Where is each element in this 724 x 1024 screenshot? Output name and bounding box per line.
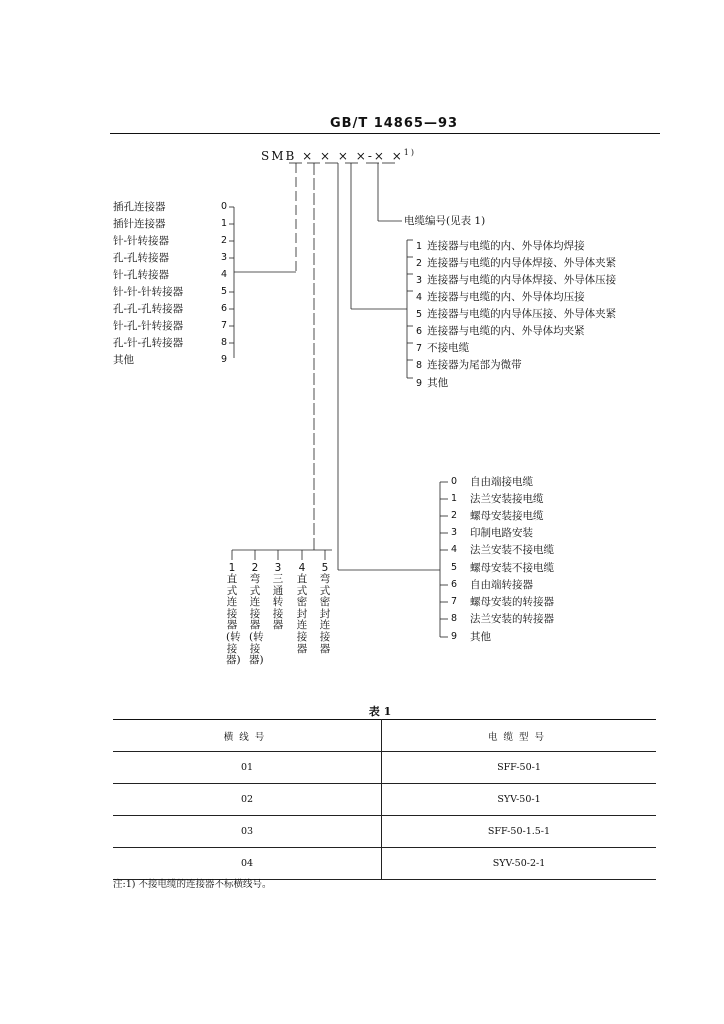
termination-option-num: 1 (416, 241, 423, 252)
mounting-option-label: 螺母安装接电缆 (470, 510, 544, 522)
termination-option-num: 8 (416, 360, 423, 371)
model-pattern: × × × ×-× × (302, 149, 404, 163)
left-option-label: 插针连接器 (113, 218, 166, 230)
structure-option-label: 直式连接器(转接器) (226, 573, 241, 667)
cable-code-label: 电缆编号(见表 1) (404, 215, 486, 227)
termination-option-label: 连接器与电缆的内导体压接、外导体夹紧 (427, 308, 617, 320)
standard-code: GB/T 14865—93 (330, 116, 459, 131)
termination-option-num: 5 (416, 309, 423, 320)
table-row (113, 752, 656, 784)
table-header-cell: 横线号 (113, 720, 382, 752)
left-option-num: 2 (221, 235, 228, 246)
mounting-option-num: 5 (451, 562, 458, 573)
left-option-num: 7 (221, 320, 228, 331)
mounting-option-label: 螺母安装不接电缆 (470, 562, 554, 574)
termination-option-num: 6 (416, 326, 423, 337)
structure-option-num: 2 (251, 562, 259, 574)
cable-code-table (113, 719, 656, 880)
left-option-num: 3 (221, 252, 228, 263)
mounting-option-label: 法兰安装接电缆 (470, 493, 544, 505)
termination-option-num: 2 (416, 258, 423, 269)
mounting-option-label: 印制电路安装 (470, 527, 533, 539)
table-cell: SFF-50-1.5-1 (487, 826, 551, 837)
left-option-num: 5 (221, 286, 228, 297)
model-prefix: SMB (261, 149, 297, 163)
termination-option-label: 连接器为尾部为微带 (427, 359, 522, 371)
termination-option-label: 不接电缆 (427, 342, 470, 354)
table-row (113, 784, 656, 816)
model-note-mark: 1) (403, 148, 417, 157)
left-option-label: 孔-孔-孔转接器 (113, 303, 184, 315)
mounting-option-label: 自由端转接器 (470, 579, 533, 591)
table-cell: 01 (113, 752, 382, 784)
termination-option-label: 连接器与电缆的内导体焊接、外导体压接 (427, 274, 617, 286)
termination-option (416, 371, 448, 390)
termination-option-num: 3 (416, 275, 423, 286)
table-row (113, 816, 656, 848)
mounting-option-num: 4 (451, 544, 458, 555)
termination-option-label: 连接器与电缆的内导体焊接、外导体夹紧 (427, 257, 617, 269)
mounting-option-num: 7 (451, 596, 458, 607)
table-cell: SFF-50-1 (497, 762, 541, 773)
mounting-option-num: 0 (451, 476, 458, 487)
table-cell: SYV-50-2-1 (492, 858, 546, 869)
table-cell: 03 (113, 816, 382, 848)
termination-option-num: 9 (416, 378, 423, 389)
left-option-label: 针-孔转接器 (113, 269, 170, 281)
left-option-label: 插孔连接器 (113, 201, 166, 213)
structure-option-label: 弯式密封连接器 (319, 573, 331, 655)
table-header-cell: 电缆型号 (487, 731, 550, 743)
mounting-option-label: 自由端接电缆 (470, 476, 533, 488)
termination-option-label: 连接器与电缆的内、外导体均压接 (427, 291, 585, 303)
mounting-option-num: 2 (451, 510, 458, 521)
table-header-row (113, 720, 656, 752)
table-cell: 04 (113, 848, 382, 880)
termination-option-num: 4 (416, 292, 423, 303)
table-cell: 02 (113, 784, 382, 816)
left-option-num: 4 (221, 269, 228, 280)
left-option-label: 针-孔-针转接器 (113, 320, 184, 332)
left-option-num: 1 (221, 218, 228, 229)
structure-option-num: 5 (321, 562, 329, 574)
termination-option-label: 连接器与电缆的内、外导体均焊接 (427, 240, 585, 252)
left-option-label: 针-针-针转接器 (113, 286, 184, 298)
structure-option-num: 3 (274, 562, 282, 574)
structure-option-label: 三通转接器 (272, 573, 284, 632)
mounting-option-label: 法兰安装的转接器 (470, 613, 554, 625)
left-option-num: 9 (221, 354, 228, 365)
termination-option-num: 7 (416, 343, 423, 354)
termination-option-label: 其他 (427, 377, 449, 389)
left-option-label: 针-针转接器 (113, 235, 170, 247)
mounting-option-label: 螺母安装的转接器 (470, 596, 554, 608)
mounting-option-label: 其他 (470, 631, 491, 643)
structure-option-num: 1 (228, 562, 236, 574)
termination-option (416, 353, 522, 372)
left-option-num: 6 (221, 303, 228, 314)
table-cell: SYV-50-1 (497, 794, 541, 805)
left-option-label: 孔-孔转接器 (113, 252, 170, 264)
mounting-option-num: 6 (451, 579, 458, 590)
left-option-label: 其他 (113, 354, 134, 366)
mounting-option-num: 3 (451, 527, 458, 538)
left-option-num: 0 (221, 201, 228, 212)
mounting-option-label: 法兰安装不接电缆 (470, 544, 554, 556)
left-option-label: 孔-针-孔转接器 (113, 337, 184, 349)
structure-option-label: 直式密封连接器 (296, 573, 308, 655)
footnote: 注:1) 不接电缆的连接器不标横线号。 (113, 879, 272, 890)
mounting-option-num: 9 (451, 631, 458, 642)
table-title: 表 1 (368, 705, 392, 718)
table-row (113, 848, 656, 880)
structure-option-label: 弯式连接器(转接器) (249, 573, 264, 667)
termination-option-label: 连接器与电缆的内、外导体均夹紧 (427, 325, 585, 337)
left-option-num: 8 (221, 337, 228, 348)
structure-option-num: 4 (298, 562, 306, 574)
mounting-option-num: 1 (451, 493, 458, 504)
mounting-option-num: 8 (451, 613, 458, 624)
